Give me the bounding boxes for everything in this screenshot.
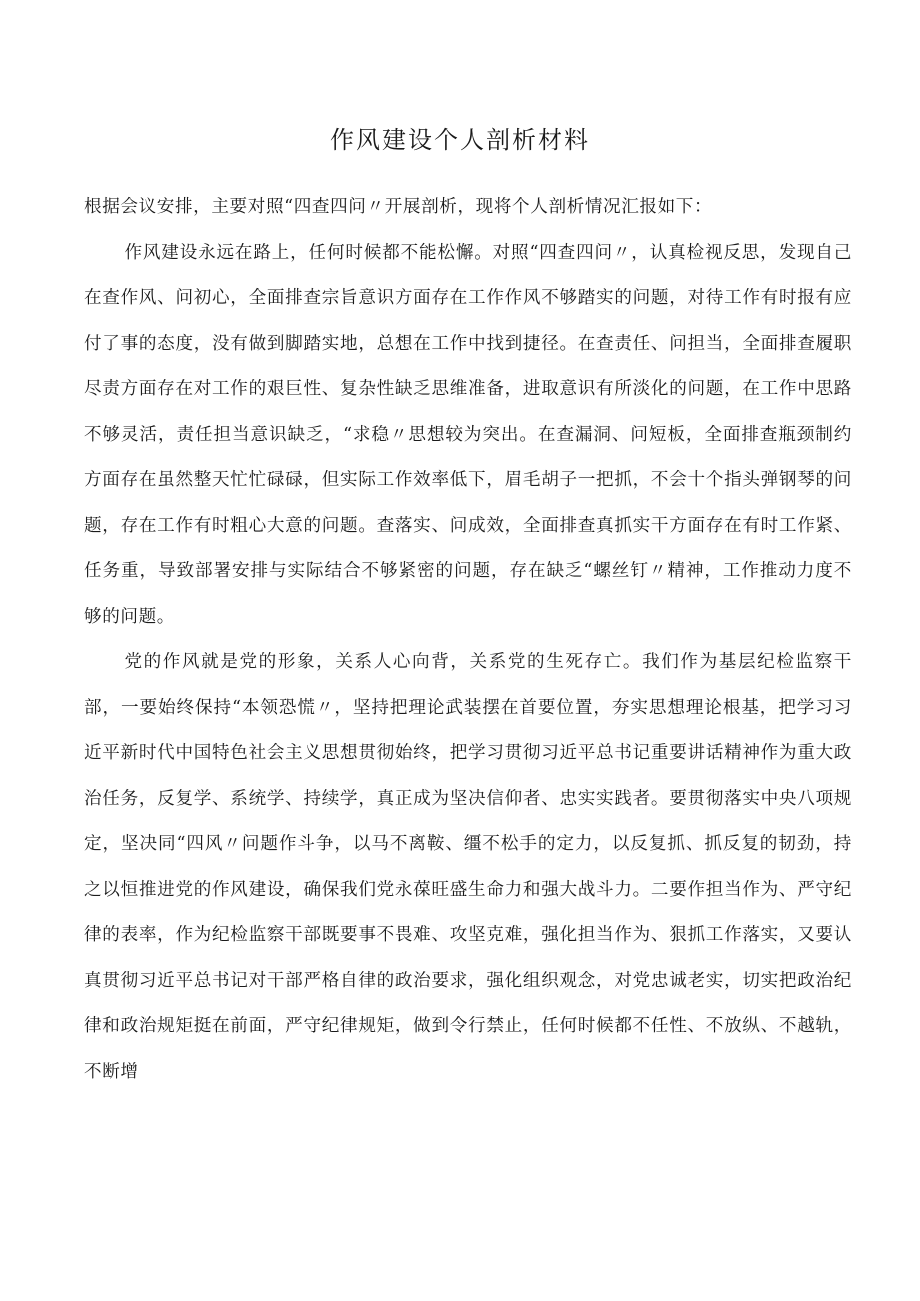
paragraph-self-inspection: 作风建设永远在路上，任何时候都不能松懈。对照“四查四问〃，认真检视反思，发现自己在查作风、问初心，全面排查宗旨意识方面存在工作作风不够踏实的问题，对待工作有时报有应付了事的态度，没有做到脚踏实地，总想在工作中找到捷径。在查责任、问担当，全面排查履职尽责方面存在对工作的艰巨性、复杂性缺乏思维准备，进取意识有所淡化的问题，在工作中思路不够灵活，责任担当意识缺乏，“求稳〃思想较为突出。在查漏洞、问短板，全面排查瓶颈制约方面存在虽然整天忙忙碌碌，但实际工作效率低下，眉毛胡子一把抓，不会十个指头弹钢琴的问题，存在工作有时粗心大意的问题。查落实、问成效，全面排查真抓实干方面存在有时工作紧、任务重，导致部署安排与实际结合不够紧密的问题，存在缺乏“螺丝钉〃精神，工作推动力度不够的问题。 [84,242,852,627]
document-title: 作风建设个人剖析材料 [330,126,590,154]
paragraph-party-style: 党的作风就是党的形象，关系人心向背，关系党的生死存亡。我们作为基层纪检监察干部，一要始终保持“本领恐慌〃，坚持把理论武装摆在首要位置，夯实思想理论根基，把学习习近平新时代中国特色社会主义思想贯彻始终，把学习贯彻习近平总书记重要讲话精神作为重大政治任务，反复学、系统学、持续学，真正成为坚决信仰者、忠实实践者。要贯彻落实中央八项规定，坚决同“四风〃问题作斗争，以马不离鞍、缰不松手的定力，以反复抓、抓反复的韧劲，持之以恒推进党的作风建设，确保我们党永葆旺盛生命力和强大战斗力。二要作担当作为、严守纪律的表率，作为纪检监察干部既要事不畏难、攻坚克难，强化担当作为、狠抓工作落实，又要认真贯彻习近平总书记对干部严格自律的政治要求，强化组织观念，对党忠诚老实，切实把政治纪律和政治规矩挺在前面，严守纪律规矩，做到令行禁止，任何时候都不任性、不放纵、不越轨，不断增 [84,652,852,1082]
document-body [84,185,852,1095]
intro-paragraph: 根据会议安排，主要对照“四查四问〃开展剖析，现将个人剖析情况汇报如下： [84,197,713,217]
